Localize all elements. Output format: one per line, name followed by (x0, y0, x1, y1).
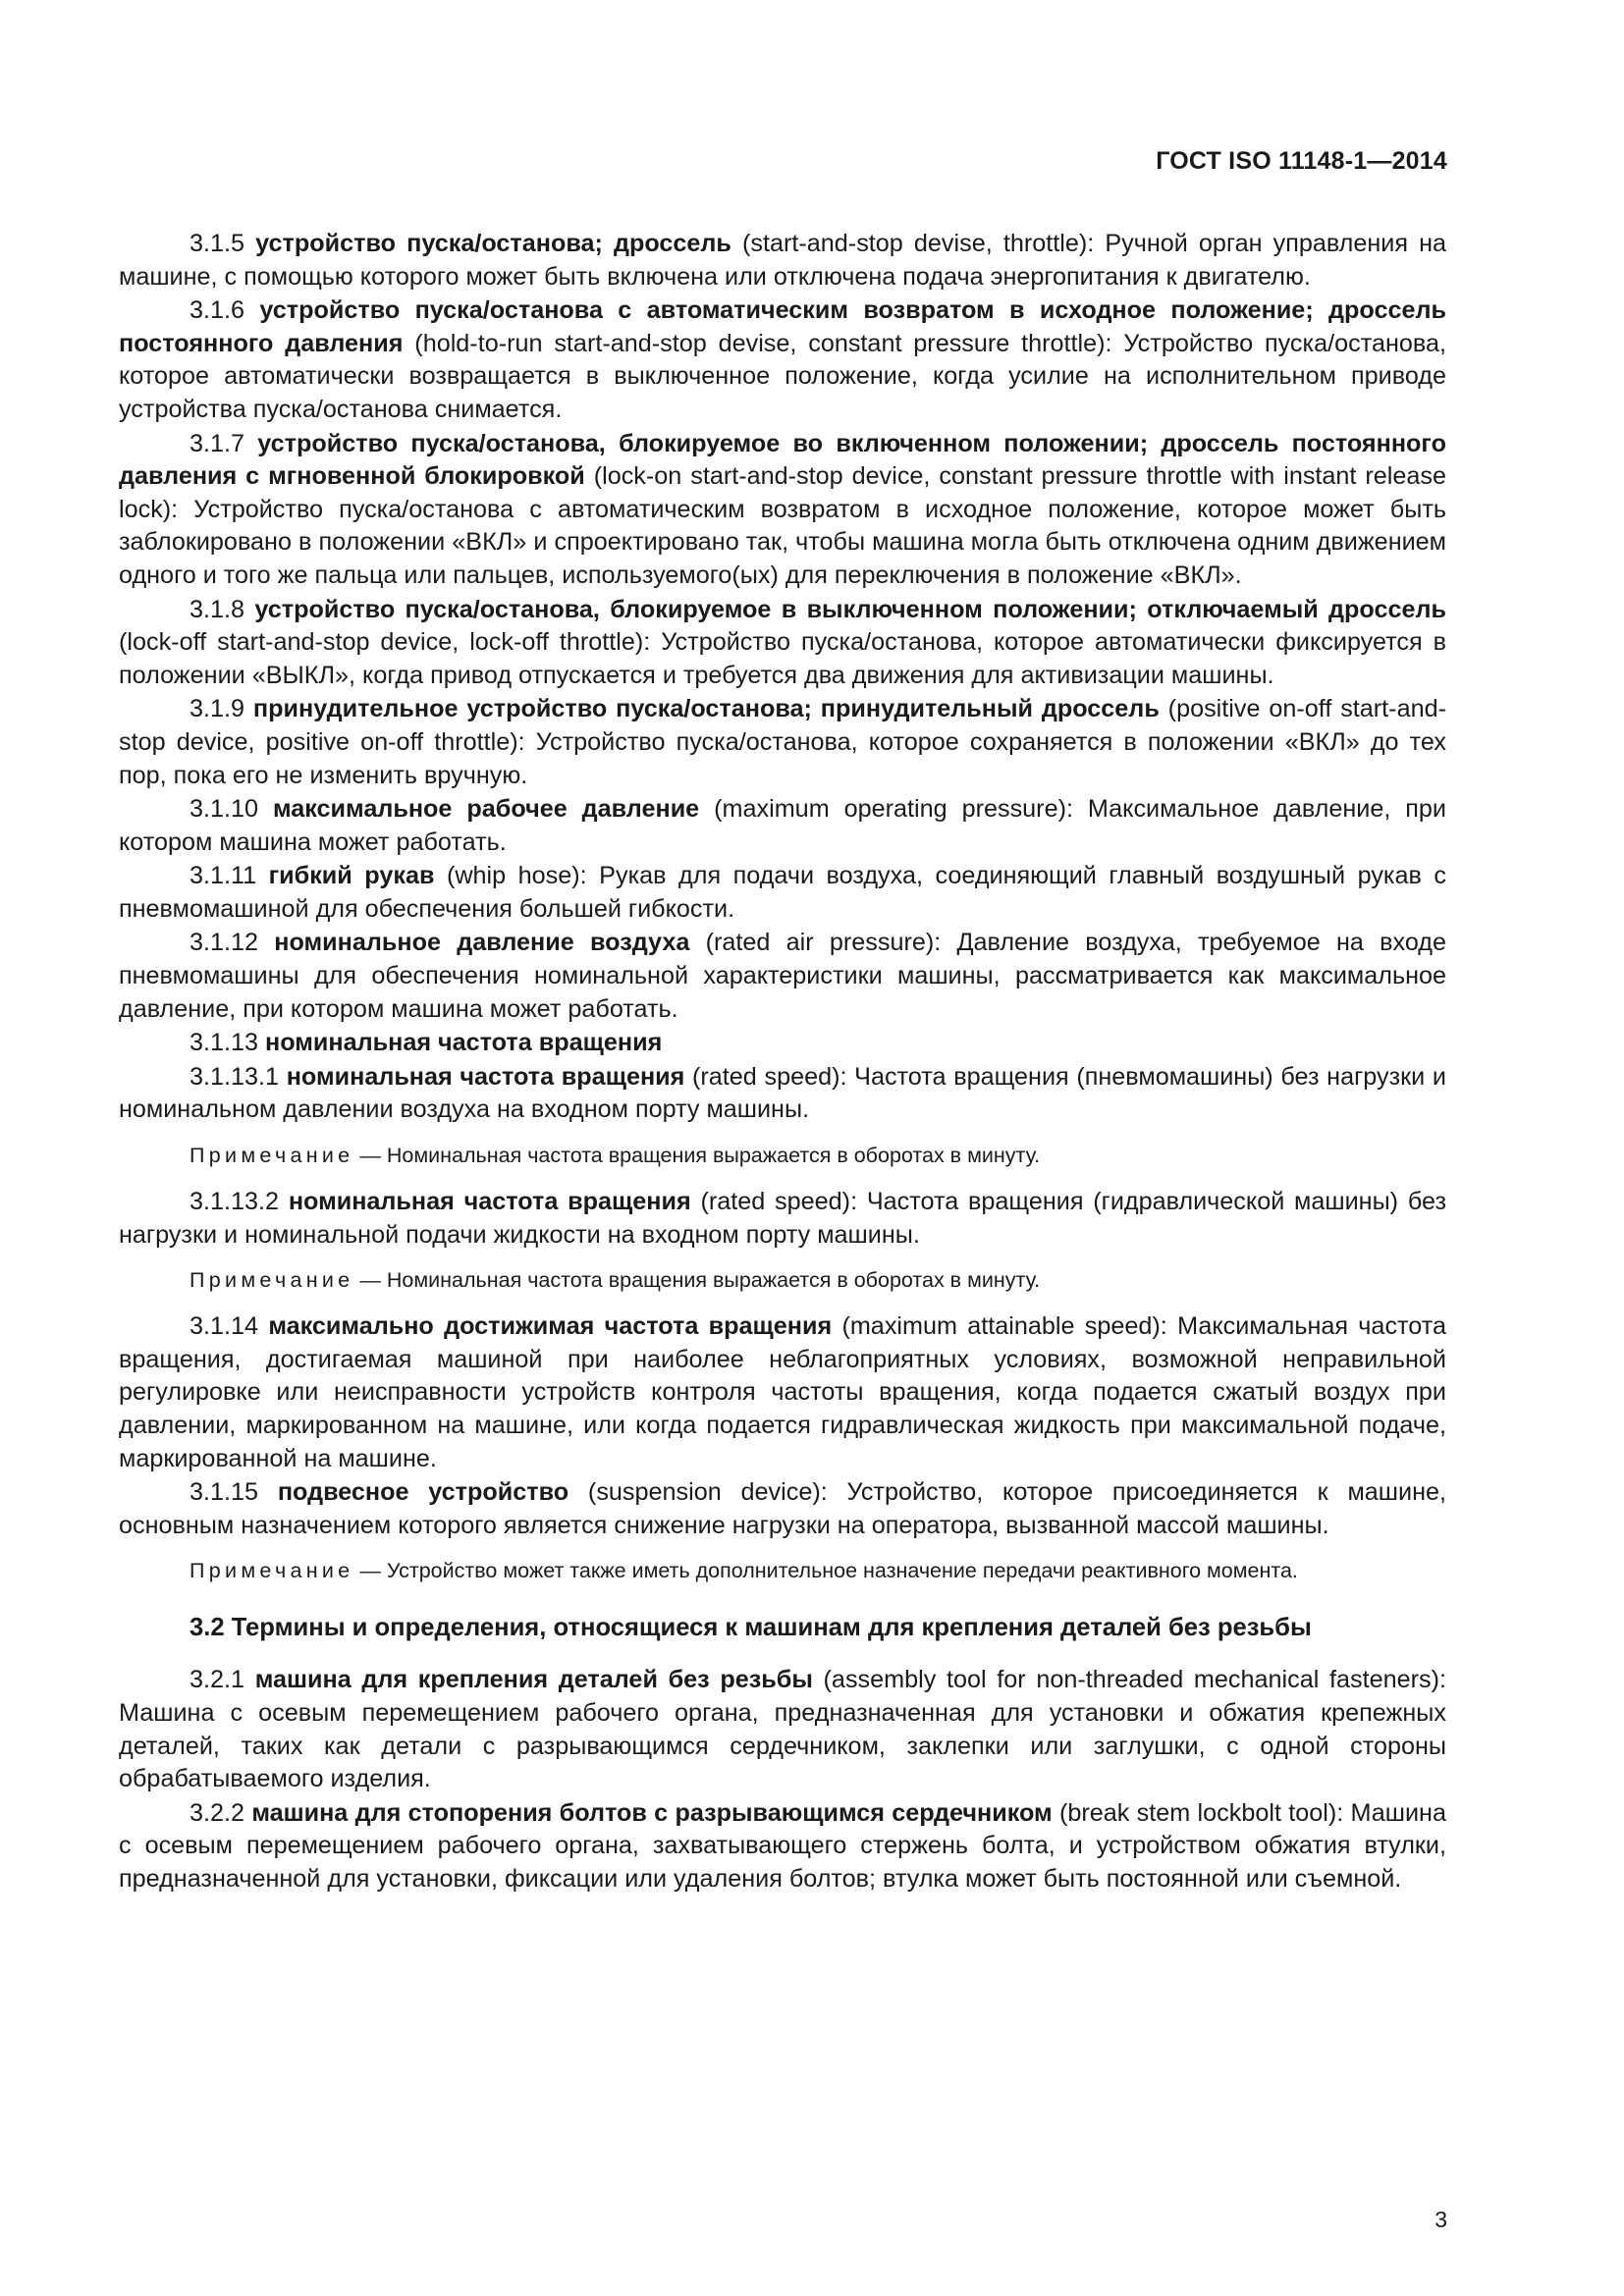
definition-text: (suspension device): Устройство, которое присоединяется к машине, основным назначением которого является снижение нагрузки на оператора, вызванной массой машины. (119, 1478, 1446, 1539)
term: гибкий рукав (268, 862, 435, 890)
definition-3-1-14 (119, 1310, 1446, 1475)
term: максимальное рабочее давление (272, 795, 700, 824)
note-label: Примечание (189, 1268, 354, 1293)
definition-text: (rated speed): Частота вращения (пневмомашины) без нагрузки и номинальном давлении воздуха на входном порту машины. (119, 1062, 1446, 1124)
clause-number: 3.2.2 (189, 1798, 252, 1827)
clause-number: 3.1.14 (189, 1312, 269, 1341)
definition-3-1-7 (119, 428, 1446, 593)
definition-3-1-13 (119, 1027, 1446, 1060)
clause-number: 3.1.8 (189, 595, 255, 623)
term: максимально достижимая частота вращения (268, 1312, 833, 1341)
clause-number: 3.1.11 (189, 862, 269, 890)
definition-text: (whip hose): Рукав для подачи воздуха, соединяющий главный воздушный рукав с пневмомашиной для обеспечения большей гибкости. (119, 862, 1446, 923)
clause-number: 3.1.6 (189, 296, 260, 325)
definition-3-1-10 (119, 793, 1446, 859)
note-text: — Устройство может также иметь дополнительное назначение передачи реактивного момента. (353, 1559, 1298, 1583)
definition-3-1-9 (119, 693, 1446, 792)
definition-3-1-13-1 (119, 1061, 1446, 1127)
term: номинальное давление воздуха (274, 929, 690, 957)
definition-3-1-13-2 (119, 1186, 1446, 1252)
note (119, 1556, 1446, 1585)
term: устройство пуска/останова; дроссель (255, 230, 731, 257)
definition-text: (rated speed): Частота вращения (гидравлической машины) без нагрузки и номинальной подачи жидкости на входном порту машины. (119, 1188, 1446, 1249)
clause-number: 3.1.15 (189, 1478, 278, 1507)
term: номинальная частота вращения (286, 1062, 685, 1091)
note (119, 1141, 1446, 1170)
note-label: Примечание (189, 1559, 354, 1583)
term: устройство пуска/останова с автоматическим возвратом в исходное положение; дроссель постоянного давления (119, 296, 1446, 357)
definition-text: (maximum operating pressure): Максимальное давление, при котором машина может работать. (119, 795, 1446, 856)
definition-3-2-2 (119, 1797, 1446, 1896)
clause-number: 3.1.7 (189, 429, 258, 457)
note-text: — Номинальная частота вращения выражается в оборотах в минуту. (353, 1268, 1041, 1293)
term: номинальная частота вращения (265, 1029, 663, 1057)
definition-text: (start-and-stop devise, throttle): Ручной орган управления на машине, с помощью которого может быть включена или отключена подача энергопитания к двигателю. (119, 230, 1446, 291)
clause-number: 3.1.10 (189, 795, 273, 824)
clause-number: 3.1.5 (189, 230, 256, 257)
definition-3-2-1 (119, 1664, 1446, 1795)
clause-number: 3.1.12 (189, 929, 275, 957)
definition-3-1-15 (119, 1476, 1446, 1542)
clause-number: 3.1.9 (189, 695, 253, 723)
clause-number: 3.1.13.2 (189, 1188, 289, 1216)
term: устройство пуска/останова, блокируемое во включенном положении; дроссель постоянного давления с мгновенной блокировкой (119, 429, 1446, 491)
definition-3-1-12 (119, 927, 1446, 1026)
note-label: Примечание (189, 1144, 354, 1168)
section-heading: 3.2 Термины и определения, относящиеся к машинам для крепления деталей без резьбы (189, 1614, 1312, 1642)
term: принудительное устройство пуска/останова; принудительный дроссель (252, 695, 1160, 723)
definition-3-1-11 (119, 860, 1446, 926)
definition-3-1-6 (119, 294, 1446, 426)
term: номинальная частота вращения (288, 1188, 691, 1216)
clause-number: 3.1.13.1 (189, 1062, 287, 1091)
definition-text: (hold-to-run start-and-stop devise, constant pressure throttle): Устройство пуска/останова, которое автоматически возвращается в выключенное положение, когда усилие на исполнительном приводе устройства пуска/останова снимается. (119, 329, 1446, 423)
definition-text: (lock-off start-and-stop device, lock-off throttle): Устройство пуска/останова, которое автоматически фиксируется в положении «ВЫКЛ», когда привод отпускается и требуется два движения для активизации машины. (119, 628, 1446, 689)
document-header: ГОСТ ISO 11148-1—2014 (1156, 147, 1447, 175)
definition-text: (maximum attainable speed): Максимальная частота вращения, достигаемая машиной при наиболее неблагоприятных условиях, возможной неправильной регулировке или неисправности устройств контроля частоты вращения, когда подается сжатый воздух при давлении, маркированном на машине, или когда подается гидравлическая жидкость при максимальной подаче, маркированной на машине. (119, 1312, 1447, 1472)
term: машина для крепления деталей без резьбы (254, 1666, 813, 1694)
definition-text: (positive on-off start-and-stop device, positive on-off throttle): Устройство пуска/останова, которое сохраняется в положении «ВКЛ» до тех пор, пока его не изменить вручную. (119, 695, 1446, 789)
page-number: 3 (1435, 2207, 1447, 2232)
term: подвесное устройство (277, 1478, 569, 1507)
term: устройство пуска/останова, блокируемое в выключенном положении; отключаемый дроссель (254, 595, 1446, 623)
definition-3-1-8 (119, 594, 1446, 693)
clause-number: 3.1.13 (189, 1029, 266, 1057)
term: машина для стопорения болтов с разрывающимся сердечником (251, 1798, 1053, 1827)
document-body (119, 228, 1446, 1897)
definition-text: (break stem lockbolt tool): Машина с осевым перемещением рабочего органа, захватывающего стержень болта, и устройством обжатия втулки, предназначенной для установки, фиксации или удаления болтов; втулка может быть постоянной или съемной. (119, 1798, 1446, 1893)
note-text: — Номинальная частота вращения выражается в оборотах в минуту. (353, 1144, 1041, 1168)
note (119, 1265, 1446, 1295)
clause-number: 3.2.1 (189, 1666, 255, 1694)
definition-text: (assembly tool for non-threaded mechanical fasteners): Машина с осевым перемещением рабочего органа, предназначенная для установки и обжатия крепежных деталей, таких как детали с разрывающимся сердечником, заклепки или заглушки, с одной стороны обрабатываемого изделия. (119, 1666, 1446, 1793)
definition-text: (lock-on start-and-stop device, constant pressure throttle with instant release lock): Устройство пуска/останова с автоматическим возвратом в исходное положение, которое может быть заблокировано в положении «ВКЛ» и спроектировано так, чтобы машина могла быть отключена одним движением одного и того же пальца или пальцев, используемого(ых) для переключения в положение «ВКЛ». (119, 462, 1446, 589)
definition-text: (rated air pressure): Давление воздуха, требуемое на входе пневмомашины для обеспечения номинальной характеристики машины, рассматривается как максимальное давление, при котором машина может работать. (119, 929, 1446, 1023)
definition-3-1-5 (119, 228, 1446, 294)
